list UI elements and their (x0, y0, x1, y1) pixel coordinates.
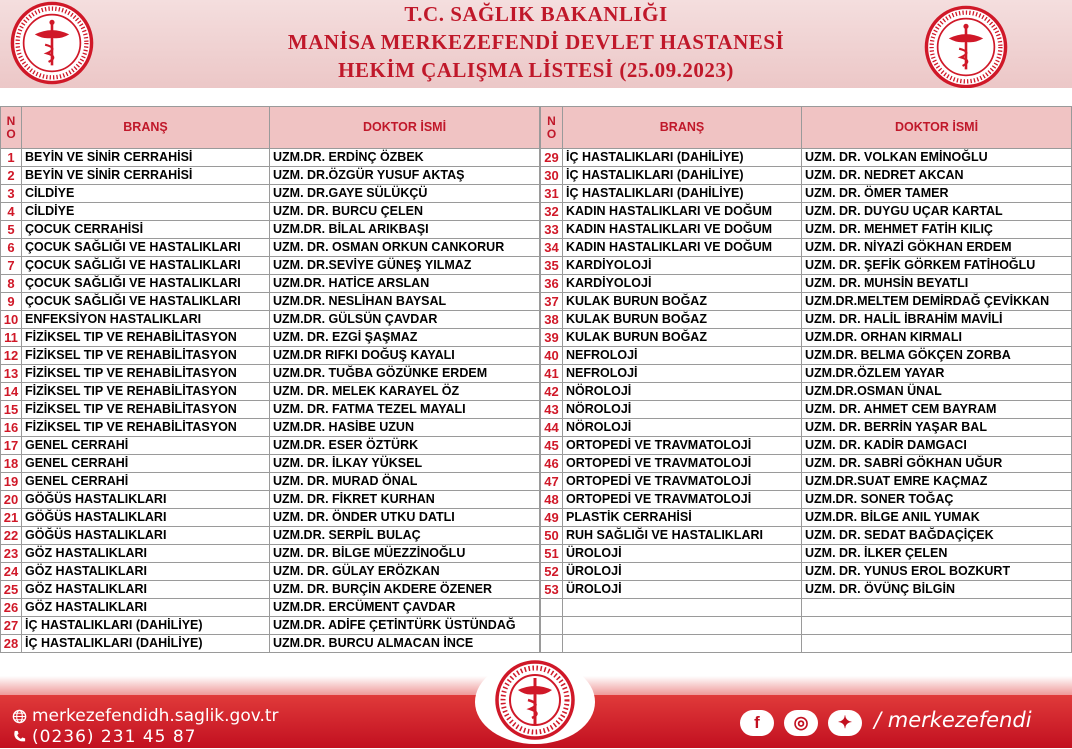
table-row (541, 437, 1072, 455)
doctor-cell: UZM. DR.ÖZGÜR YUSUF AKTAŞ (270, 167, 540, 185)
doctor-cell: UZM.DR. NESLİHAN BAYSAL (270, 293, 540, 311)
doctor-cell: UZM. DR. OSMAN ORKUN CANKORUR (270, 239, 540, 257)
table-row (541, 149, 1072, 167)
doctor-cell (802, 635, 1072, 653)
doctor-cell: UZM. DR. NEDRET AKCAN (802, 167, 1072, 185)
branch-cell: NÖROLOJİ (563, 383, 802, 401)
doctor-cell: UZM.DR. ESER ÖZTÜRK (270, 437, 540, 455)
doctor-cell: UZM. DR. BURÇİN AKDERE ÖZENER (270, 581, 540, 599)
row-number: 41 (541, 365, 563, 383)
table-row (1, 257, 540, 275)
table-header-row (541, 107, 1072, 149)
doctor-cell: UZM. DR. GÜLAY ERÖZKAN (270, 563, 540, 581)
row-number: 35 (541, 257, 563, 275)
row-number: 12 (1, 347, 22, 365)
left-schedule-table (0, 106, 540, 653)
branch-cell: CİLDİYE (22, 203, 270, 221)
row-number: 26 (1, 599, 22, 617)
row-number: 16 (1, 419, 22, 437)
branch-cell: NÖROLOJİ (563, 401, 802, 419)
table-row (1, 275, 540, 293)
branch-cell: ORTOPEDİ VE TRAVMATOLOJİ (563, 491, 802, 509)
branch-cell: KULAK BURUN BOĞAZ (563, 293, 802, 311)
branch-cell: ORTOPEDİ VE TRAVMATOLOJİ (563, 455, 802, 473)
branch-cell: ÇOCUK SAĞLIĞI VE HASTALIKLARI (22, 257, 270, 275)
branch-cell: ÜROLOJİ (563, 581, 802, 599)
table-row (541, 635, 1072, 653)
table-row (1, 419, 540, 437)
branch-cell: GÖĞÜS HASTALIKLARI (22, 509, 270, 527)
column-header-branch: BRANŞ (22, 107, 270, 149)
table-row (541, 257, 1072, 275)
table-row (541, 221, 1072, 239)
table-row (541, 293, 1072, 311)
row-number: 28 (1, 635, 22, 653)
doctor-cell: UZM. DR. VOLKAN EMİNOĞLU (802, 149, 1072, 167)
table-row (1, 491, 540, 509)
table-row (1, 617, 540, 635)
table-row (1, 239, 540, 257)
doctor-cell: UZM.DR. ERDİNÇ ÖZBEK (270, 149, 540, 167)
row-number: 4 (1, 203, 22, 221)
row-number: 44 (541, 419, 563, 437)
table-row (541, 491, 1072, 509)
branch-cell: İÇ HASTALIKLARI (DAHİLİYE) (563, 185, 802, 203)
branch-cell: ENFEKSİYON HASTALIKLARI (22, 311, 270, 329)
doctor-cell: UZM.DR. ORHAN KIRMALI (802, 329, 1072, 347)
doctor-cell: UZM. DR. ŞEFİK GÖRKEM FATİHOĞLU (802, 257, 1072, 275)
branch-cell: KARDİYOLOJİ (563, 275, 802, 293)
branch-cell: İÇ HASTALIKLARI (DAHİLİYE) (22, 617, 270, 635)
row-number: 13 (1, 365, 22, 383)
branch-cell: KADIN HASTALIKLARI VE DOĞUM (563, 203, 802, 221)
doctor-cell: UZM. DR. KADİR DAMGACI (802, 437, 1072, 455)
row-number: 31 (541, 185, 563, 203)
table-row (1, 311, 540, 329)
table-row (1, 185, 540, 203)
row-number: 15 (1, 401, 22, 419)
doctor-cell: UZM. DR. DUYGU UÇAR KARTAL (802, 203, 1072, 221)
branch-cell: PLASTİK CERRAHİSİ (563, 509, 802, 527)
branch-cell (563, 635, 802, 653)
doctor-cell: UZM.DR.ÖZLEM YAYAR (802, 365, 1072, 383)
twitter-glyph: ✦ (837, 713, 853, 732)
branch-cell: GÖZ HASTALIKLARI (22, 599, 270, 617)
row-number: 19 (1, 473, 22, 491)
row-number: 37 (541, 293, 563, 311)
row-number: 17 (1, 437, 22, 455)
branch-cell: RUH SAĞLIĞI VE HASTALIKLARI (563, 527, 802, 545)
table-row (1, 365, 540, 383)
column-header-doctor: DOKTOR İSMİ (270, 107, 540, 149)
table-row (1, 599, 540, 617)
facebook-icon[interactable] (740, 710, 774, 736)
branch-cell: FİZİKSEL TIP VE REHABİLİTASYON (22, 401, 270, 419)
branch-cell: GÖĞÜS HASTALIKLARI (22, 491, 270, 509)
table-row (1, 509, 540, 527)
branch-cell: ÇOCUK SAĞLIĞI VE HASTALIKLARI (22, 239, 270, 257)
title-ministry: T.C. SAĞLIK BAKANLIĞI (404, 2, 668, 26)
doctor-cell (802, 599, 1072, 617)
doctor-cell: UZM.DR RIFKI DOĞUŞ KAYALI (270, 347, 540, 365)
doctor-cell: UZM. DR. SEDAT BAĞDAÇİÇEK (802, 527, 1072, 545)
row-number: 51 (541, 545, 563, 563)
social-handle[interactable]: / merkezefendi (874, 708, 1032, 732)
row-number: 22 (1, 527, 22, 545)
row-number: 53 (541, 581, 563, 599)
row-number: 23 (1, 545, 22, 563)
branch-cell: ORTOPEDİ VE TRAVMATOLOJİ (563, 473, 802, 491)
branch-cell: İÇ HASTALIKLARI (DAHİLİYE) (563, 149, 802, 167)
branch-cell: KULAK BURUN BOĞAZ (563, 311, 802, 329)
table-row (541, 203, 1072, 221)
table-row (541, 581, 1072, 599)
row-number: 10 (1, 311, 22, 329)
branch-cell: GÖZ HASTALIKLARI (22, 545, 270, 563)
row-number: 52 (541, 563, 563, 581)
row-number (541, 599, 563, 617)
branch-cell: GENEL CERRAHİ (22, 473, 270, 491)
doctor-cell: UZM.DR. GÜLSÜN ÇAVDAR (270, 311, 540, 329)
doctor-cell: UZM.DR. BİLGE ANIL YUMAK (802, 509, 1072, 527)
doctor-cell: UZM. DR. ÖNDER UTKU DATLI (270, 509, 540, 527)
table-row (541, 329, 1072, 347)
branch-cell: NÖROLOJİ (563, 419, 802, 437)
row-number: 1 (1, 149, 22, 167)
row-number: 29 (541, 149, 563, 167)
row-number: 9 (1, 293, 22, 311)
doctor-cell: UZM. DR. HALİL İBRAHİM MAVİLİ (802, 311, 1072, 329)
title-list-date: HEKİM ÇALIŞMA LİSTESİ (25.09.2023) (338, 58, 734, 82)
row-number: 36 (541, 275, 563, 293)
doctor-cell: UZM. DR. AHMET CEM BAYRAM (802, 401, 1072, 419)
row-number: 34 (541, 239, 563, 257)
spacer-row (0, 88, 1072, 107)
phone-icon (12, 729, 27, 744)
branch-cell: ÜROLOJİ (563, 563, 802, 581)
table-row (541, 509, 1072, 527)
doctor-cell: UZM. DR. BERRİN YAŞAR BAL (802, 419, 1072, 437)
doctor-cell: UZM. DR. BURCU ÇELEN (270, 203, 540, 221)
doctor-cell: UZM. DR.GAYE SÜLÜKÇÜ (270, 185, 540, 203)
branch-cell: GENEL CERRAHİ (22, 437, 270, 455)
column-header-doctor: DOKTOR İSMİ (802, 107, 1072, 149)
doctor-cell: UZM. DR. ÖMER TAMER (802, 185, 1072, 203)
table-row (1, 293, 540, 311)
column-header-no: N O (541, 107, 563, 149)
branch-cell: NEFROLOJİ (563, 365, 802, 383)
branch-cell (563, 599, 802, 617)
instagram-icon[interactable] (784, 710, 818, 736)
doctor-cell: UZM.DR. HASİBE UZUN (270, 419, 540, 437)
table-row (1, 545, 540, 563)
doctor-cell: UZM. DR. FİKRET KURHAN (270, 491, 540, 509)
table-row (541, 185, 1072, 203)
doctor-cell: UZM. DR. İLKER ÇELEN (802, 545, 1072, 563)
branch-cell (563, 617, 802, 635)
row-number: 5 (1, 221, 22, 239)
doctor-cell: UZM. DR. YUNUS EROL BOZKURT (802, 563, 1072, 581)
branch-cell: ÜROLOJİ (563, 545, 802, 563)
doctor-cell: UZM.DR. BURCU ALMACAN İNCE (270, 635, 540, 653)
row-number: 43 (541, 401, 563, 419)
row-number: 47 (541, 473, 563, 491)
branch-cell: CİLDİYE (22, 185, 270, 203)
doctor-cell: UZM. DR. SABRİ GÖKHAN UĞUR (802, 455, 1072, 473)
branch-cell: FİZİKSEL TIP VE REHABİLİTASYON (22, 329, 270, 347)
doctor-cell: UZM. DR. MUHSİN BEYATLI (802, 275, 1072, 293)
column-header-branch: BRANŞ (563, 107, 802, 149)
branch-cell: ÇOCUK SAĞLIĞI VE HASTALIKLARI (22, 293, 270, 311)
table-row (1, 203, 540, 221)
branch-cell: ÇOCUK SAĞLIĞI VE HASTALIKLARI (22, 275, 270, 293)
branch-cell: İÇ HASTALIKLARI (DAHİLİYE) (563, 167, 802, 185)
doctor-cell: UZM.DR.SUAT EMRE KAÇMAZ (802, 473, 1072, 491)
row-number: 24 (1, 563, 22, 581)
row-number: 2 (1, 167, 22, 185)
branch-cell: ÇOCUK CERRAHİSİ (22, 221, 270, 239)
row-number: 3 (1, 185, 22, 203)
branch-cell: FİZİKSEL TIP VE REHABİLİTASYON (22, 383, 270, 401)
branch-cell: GÖZ HASTALIKLARI (22, 581, 270, 599)
doctor-cell: UZM.DR. ERCÜMENT ÇAVDAR (270, 599, 540, 617)
table-row (1, 383, 540, 401)
doctor-cell: UZM.DR.OSMAN ÜNAL (802, 383, 1072, 401)
doctor-cell: UZM.DR. ADİFE ÇETİNTÜRK ÜSTÜNDAĞ (270, 617, 540, 635)
row-number: 32 (541, 203, 563, 221)
row-number: 18 (1, 455, 22, 473)
doctor-cell: UZM. DR. MEHMET FATİH KILIÇ (802, 221, 1072, 239)
doctor-cell: UZM. DR. MELEK KARAYEL ÖZ (270, 383, 540, 401)
table-row (1, 581, 540, 599)
row-number: 50 (541, 527, 563, 545)
branch-cell: İÇ HASTALIKLARI (DAHİLİYE) (22, 635, 270, 653)
doctor-cell: UZM.DR. BELMA GÖKÇEN ZORBA (802, 347, 1072, 365)
doctor-cell: UZM. DR. İLKAY YÜKSEL (270, 455, 540, 473)
table-row (1, 149, 540, 167)
row-number: 30 (541, 167, 563, 185)
table-row (1, 347, 540, 365)
row-number: 38 (541, 311, 563, 329)
doctor-cell: UZM.DR. SERPİL BULAÇ (270, 527, 540, 545)
table-row (1, 167, 540, 185)
table-row (1, 401, 540, 419)
doctor-cell: UZM.DR. BİLAL ARIKBAŞI (270, 221, 540, 239)
table-row (1, 455, 540, 473)
row-number: 45 (541, 437, 563, 455)
table-row (541, 365, 1072, 383)
doctor-cell: UZM.DR. SONER TOĞAÇ (802, 491, 1072, 509)
row-number: 33 (541, 221, 563, 239)
branch-cell: GÖĞÜS HASTALIKLARI (22, 527, 270, 545)
row-number (541, 617, 563, 635)
row-number: 20 (1, 491, 22, 509)
row-number: 40 (541, 347, 563, 365)
table-row (541, 473, 1072, 491)
row-number (541, 635, 563, 653)
branch-cell: FİZİKSEL TIP VE REHABİLİTASYON (22, 365, 270, 383)
right-schedule-table (540, 106, 1072, 653)
table-row (541, 599, 1072, 617)
branch-cell: KARDİYOLOJİ (563, 257, 802, 275)
table-header-row (1, 107, 540, 149)
twitter-icon[interactable] (828, 710, 862, 736)
branch-cell: NEFROLOJİ (563, 347, 802, 365)
branch-cell: BEYİN VE SİNİR CERRAHİSİ (22, 149, 270, 167)
row-number: 39 (541, 329, 563, 347)
title-hospital: MANİSA MERKEZEFENDİ DEVLET HASTANESİ (287, 30, 785, 54)
branch-cell: GÖZ HASTALIKLARI (22, 563, 270, 581)
doctor-cell: UZM.DR. HATİCE ARSLAN (270, 275, 540, 293)
branch-cell: KADIN HASTALIKLARI VE DOĞUM (563, 221, 802, 239)
doctor-cell: UZM. DR. NİYAZİ GÖKHAN ERDEM (802, 239, 1072, 257)
branch-cell: FİZİKSEL TIP VE REHABİLİTASYON (22, 347, 270, 365)
ministry-seal-icon (472, 656, 598, 744)
doctor-cell: UZM. DR. BİLGE MÜEZZİNOĞLU (270, 545, 540, 563)
row-number: 49 (541, 509, 563, 527)
table-row (541, 563, 1072, 581)
table-row (541, 455, 1072, 473)
column-header-no: N O (1, 107, 22, 149)
doctor-cell: UZM.DR.MELTEM DEMİRDAĞ ÇEVİKKAN (802, 293, 1072, 311)
table-row (1, 473, 540, 491)
table-row (1, 527, 540, 545)
website-link[interactable]: merkezefendidh.saglik.gov.tr (32, 706, 279, 726)
doctor-cell: UZM. DR. MURAD ÖNAL (270, 473, 540, 491)
facebook-glyph: f (754, 713, 760, 732)
branch-cell: KULAK BURUN BOĞAZ (563, 329, 802, 347)
doctor-cell: UZM. DR. FATMA TEZEL MAYALI (270, 401, 540, 419)
row-number: 27 (1, 617, 22, 635)
table-row (541, 347, 1072, 365)
doctor-cell: UZM. DR.SEVİYE GÜNEŞ YILMAZ (270, 257, 540, 275)
phone-number: (0236) 231 45 87 (32, 727, 197, 747)
table-row (541, 527, 1072, 545)
row-number: 42 (541, 383, 563, 401)
row-number: 7 (1, 257, 22, 275)
row-number: 48 (541, 491, 563, 509)
table-row (1, 329, 540, 347)
table-row (1, 563, 540, 581)
table-row (1, 635, 540, 653)
table-row (541, 167, 1072, 185)
row-number: 21 (1, 509, 22, 527)
row-number: 14 (1, 383, 22, 401)
table-row (541, 401, 1072, 419)
table-row (541, 419, 1072, 437)
table-row (541, 545, 1072, 563)
table-row (1, 221, 540, 239)
doctor-cell: UZM. DR. ÖVÜNÇ BİLGİN (802, 581, 1072, 599)
row-number: 46 (541, 455, 563, 473)
table-row (1, 437, 540, 455)
branch-cell: BEYİN VE SİNİR CERRAHİSİ (22, 167, 270, 185)
globe-icon (12, 709, 27, 724)
branch-cell: GENEL CERRAHİ (22, 455, 270, 473)
row-number: 8 (1, 275, 22, 293)
row-number: 6 (1, 239, 22, 257)
table-row (541, 383, 1072, 401)
branch-cell: ORTOPEDİ VE TRAVMATOLOJİ (563, 437, 802, 455)
row-number: 11 (1, 329, 22, 347)
branch-cell: KADIN HASTALIKLARI VE DOĞUM (563, 239, 802, 257)
table-row (541, 311, 1072, 329)
doctor-cell: UZM. DR. EZGİ ŞAŞMAZ (270, 329, 540, 347)
branch-cell: FİZİKSEL TIP VE REHABİLİTASYON (22, 419, 270, 437)
doctor-cell (802, 617, 1072, 635)
table-row (541, 275, 1072, 293)
table-row (541, 239, 1072, 257)
instagram-glyph: ◎ (793, 713, 809, 732)
row-number: 25 (1, 581, 22, 599)
doctor-cell: UZM.DR. TUĞBA GÖZÜNKE ERDEM (270, 365, 540, 383)
table-row (541, 617, 1072, 635)
